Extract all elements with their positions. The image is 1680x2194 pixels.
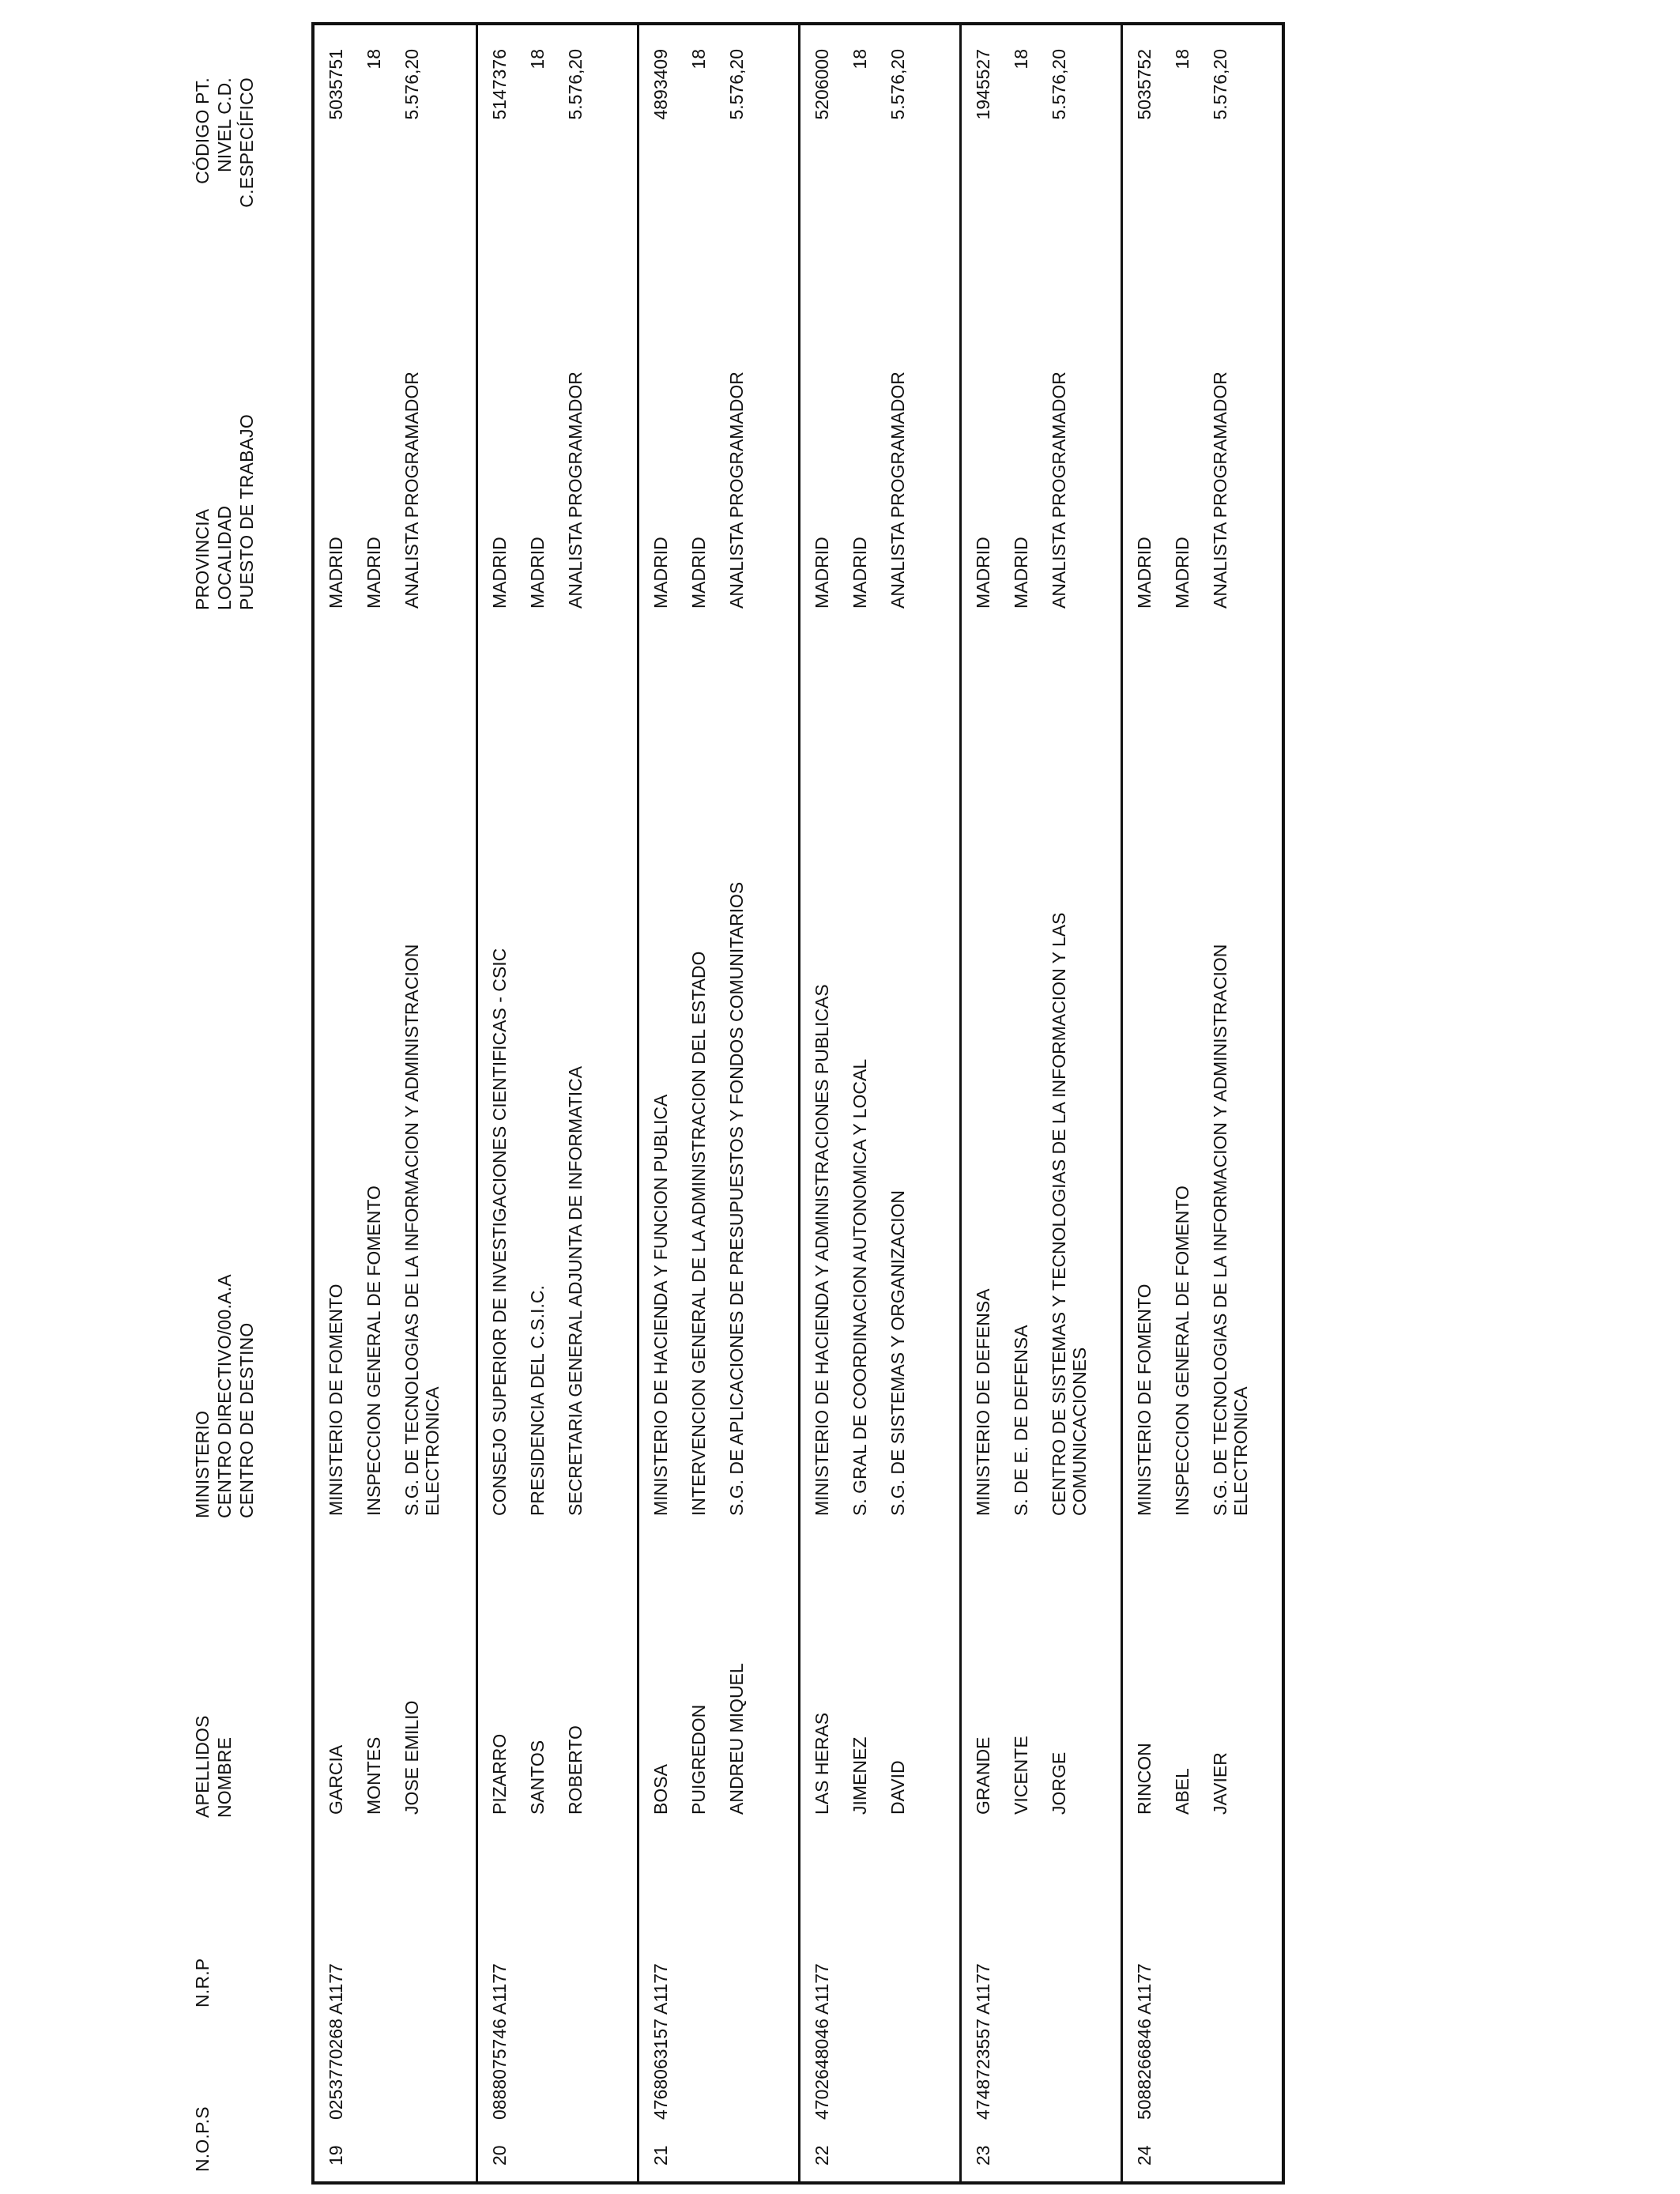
cell-localidad: MADRID bbox=[363, 537, 384, 609]
cell-nrp: 4702648046 A1177 bbox=[812, 1963, 832, 2120]
cell-nombre: ANDREU MIQUEL bbox=[726, 1663, 747, 1815]
cell-apellido1: PIZARRO bbox=[489, 1733, 510, 1815]
cell-ministerio: CONSEJO SUPERIOR DE INVESTIGACIONES CIENTIFICAS - CSIC bbox=[489, 948, 510, 1516]
cell-especifico: 5.576,20 bbox=[726, 49, 747, 120]
table-row bbox=[637, 25, 800, 2181]
header-apellidos: APELLIDOS NOMBRE bbox=[192, 1715, 235, 1818]
cell-provincia: MADRID bbox=[1134, 537, 1155, 609]
cell-nops: 19 bbox=[326, 2145, 346, 2166]
cell-especifico: 5.576,20 bbox=[565, 49, 586, 120]
cell-nops: 20 bbox=[489, 2145, 510, 2166]
cell-apellido1: LAS HERAS bbox=[812, 1712, 832, 1815]
header-codigo: CÓDIGO PT. NIVEL C.D. C.ESPECÍFICO bbox=[192, 77, 257, 208]
cell-nops: 22 bbox=[812, 2145, 832, 2166]
cell-apellido2: VICENTE bbox=[1011, 1736, 1031, 1815]
cell-provincia: MADRID bbox=[650, 537, 671, 609]
cell-ministerio: MINISTERIO DE FOMENTO bbox=[1134, 1284, 1155, 1516]
cell-nops: 23 bbox=[973, 2145, 993, 2166]
table-frame bbox=[311, 22, 1285, 2185]
cell-nivel: 18 bbox=[363, 49, 384, 70]
cell-centro-directivo: INTERVENCION GENERAL DE LA ADMINISTRACION DEL ESTADO bbox=[688, 951, 709, 1516]
cell-nrp: 0253770268 A1177 bbox=[326, 1963, 346, 2120]
cell-centro-directivo: PRESIDENCIA DEL C.S.I.C. bbox=[527, 1285, 548, 1516]
cell-nombre: JORGE bbox=[1049, 1751, 1069, 1815]
cell-especifico: 5.576,20 bbox=[1210, 49, 1230, 120]
cell-codigo: 5035751 bbox=[326, 49, 346, 120]
cell-nombre: ROBERTO bbox=[565, 1725, 586, 1815]
cell-nrp: 0888075746 A1177 bbox=[489, 1963, 510, 2120]
cell-localidad: MADRID bbox=[688, 537, 709, 609]
cell-apellido1: GARCIA bbox=[326, 1744, 346, 1815]
cell-nrp: 4748723557 A1177 bbox=[973, 1963, 993, 2120]
cell-apellido2: JIMENEZ bbox=[849, 1736, 870, 1815]
header-provincia: PROVINCIA LOCALIDAD PUESTO DE TRABAJO bbox=[192, 414, 257, 610]
cell-localidad: MADRID bbox=[527, 537, 548, 609]
cell-ministerio: MINISTERIO DE HACIENDA Y ADMINISTRACIONES PUBLICAS bbox=[812, 984, 832, 1516]
cell-centro-destino: S.G. DE TECNOLOGIAS DE LA INFORMACION Y ADMINISTRACION ELECTRONICA bbox=[401, 944, 443, 1516]
table-row bbox=[798, 25, 962, 2181]
cell-especifico: 5.576,20 bbox=[401, 49, 422, 120]
cell-puesto: ANALISTA PROGRAMADOR bbox=[1210, 371, 1230, 609]
cell-localidad: MADRID bbox=[849, 537, 870, 609]
cell-apellido2: SANTOS bbox=[527, 1740, 548, 1815]
cell-provincia: MADRID bbox=[812, 537, 832, 609]
cell-centro-directivo: S. DE E. DE DEFENSA bbox=[1011, 1325, 1031, 1516]
cell-codigo: 5147376 bbox=[489, 49, 510, 120]
cell-centro-directivo: S. GRAL DE COORDINACION AUTONOMICA Y LOCAL bbox=[849, 1058, 870, 1516]
header-nrp: N.R.P bbox=[192, 1958, 213, 2007]
cell-codigo: 4893409 bbox=[650, 49, 671, 120]
cell-apellido1: GRANDE bbox=[973, 1736, 993, 1815]
cell-nombre: JOSE EMILIO bbox=[401, 1700, 422, 1815]
cell-nivel: 18 bbox=[688, 49, 709, 70]
table-row bbox=[315, 25, 476, 2181]
cell-centro-directivo: INSPECCION GENERAL DE FOMENTO bbox=[363, 1186, 384, 1516]
cell-apellido2: ABEL bbox=[1172, 1768, 1192, 1815]
cell-puesto: ANALISTA PROGRAMADOR bbox=[726, 371, 747, 609]
cell-puesto: ANALISTA PROGRAMADOR bbox=[887, 371, 908, 609]
table-row bbox=[959, 25, 1123, 2181]
cell-codigo: 5206000 bbox=[812, 49, 832, 120]
cell-apellido1: RINCON bbox=[1134, 1743, 1155, 1815]
cell-apellido2: MONTES bbox=[363, 1736, 384, 1815]
cell-puesto: ANALISTA PROGRAMADOR bbox=[401, 371, 422, 609]
cell-centro-destino: CENTRO DE SISTEMAS Y TECNOLOGIAS DE LA INFORMACION Y LAS COMUNICACIONES bbox=[1049, 912, 1090, 1516]
cell-centro-directivo: INSPECCION GENERAL DE FOMENTO bbox=[1172, 1186, 1192, 1516]
cell-nrp: 4768063157 A1177 bbox=[650, 1963, 671, 2120]
cell-provincia: MADRID bbox=[973, 537, 993, 609]
cell-nivel: 18 bbox=[1172, 49, 1192, 70]
cell-especifico: 5.576,20 bbox=[1049, 49, 1069, 120]
table-row bbox=[1121, 25, 1284, 2181]
cell-puesto: ANALISTA PROGRAMADOR bbox=[1049, 371, 1069, 609]
cell-centro-destino: S.G. DE SISTEMAS Y ORGANIZACION bbox=[887, 1190, 908, 1516]
cell-nops: 21 bbox=[650, 2145, 671, 2166]
table-row bbox=[476, 25, 639, 2181]
cell-puesto: ANALISTA PROGRAMADOR bbox=[565, 371, 586, 609]
header-nops: N.O.P.S bbox=[192, 2106, 213, 2172]
cell-ministerio: MINISTERIO DE HACIENDA Y FUNCION PUBLICA bbox=[650, 1094, 671, 1516]
cell-centro-destino: SECRETARIA GENERAL ADJUNTA DE INFORMATICA bbox=[565, 1065, 586, 1516]
cell-centro-destino: S.G. DE TECNOLOGIAS DE LA INFORMACION Y ADMINISTRACION ELECTRONICA bbox=[1210, 944, 1251, 1516]
cell-localidad: MADRID bbox=[1011, 537, 1031, 609]
cell-apellido1: BOSA bbox=[650, 1764, 671, 1815]
cell-localidad: MADRID bbox=[1172, 537, 1192, 609]
cell-nivel: 18 bbox=[1011, 49, 1031, 70]
cell-centro-destino: S.G. DE APLICACIONES DE PRESUPUESTOS Y FONDOS COMUNITARIOS bbox=[726, 881, 747, 1516]
cell-provincia: MADRID bbox=[326, 537, 346, 609]
header-ministerio: MINISTERIO CENTRO DIRECTIVO/00.A.A CENTRO DE DESTINO bbox=[192, 1274, 257, 1518]
cell-ministerio: MINISTERIO DE DEFENSA bbox=[973, 1288, 993, 1516]
cell-codigo: 1945527 bbox=[973, 49, 993, 120]
cell-nivel: 18 bbox=[849, 49, 870, 70]
cell-ministerio: MINISTERIO DE FOMENTO bbox=[326, 1284, 346, 1516]
cell-apellido2: PUIGREDON bbox=[688, 1704, 709, 1815]
cell-especifico: 5.576,20 bbox=[887, 49, 908, 120]
cell-nrp: 5088266846 A1177 bbox=[1134, 1963, 1155, 2120]
cell-nombre: DAVID bbox=[887, 1760, 908, 1815]
cell-nops: 24 bbox=[1134, 2145, 1155, 2166]
cell-nombre: JAVIER bbox=[1210, 1752, 1230, 1815]
cell-provincia: MADRID bbox=[489, 537, 510, 609]
cell-codigo: 5035752 bbox=[1134, 49, 1155, 120]
cell-nivel: 18 bbox=[527, 49, 548, 70]
